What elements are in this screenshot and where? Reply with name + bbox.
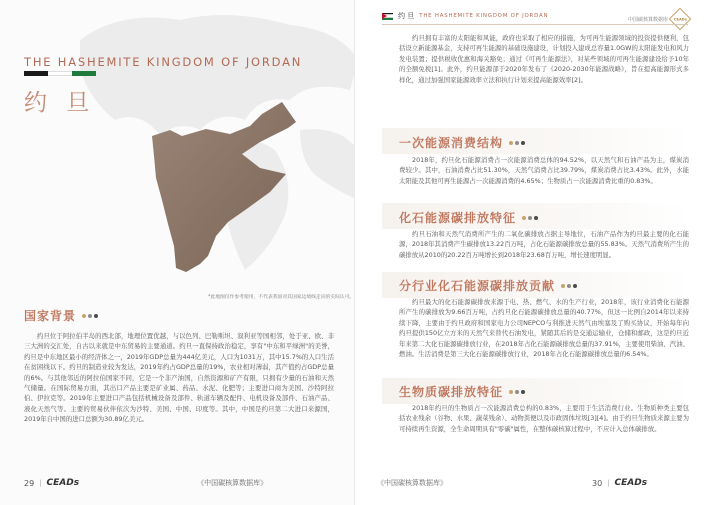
header-country-chinese: 约 旦 bbox=[398, 12, 415, 20]
ceads-badge-icon: CEADs bbox=[669, 8, 692, 31]
country-title-chinese: 约 旦 bbox=[24, 90, 96, 116]
country-title-english: THE HASHEMITE KINGDOM OF JORDAN bbox=[24, 55, 303, 69]
left-footer: 29 | CEADs 《中国碳核算数据库》 bbox=[24, 478, 268, 488]
page-number: 30 bbox=[592, 478, 603, 488]
jordan-map-icon bbox=[110, 96, 310, 286]
background-paragraph: 约旦位于阿拉伯半岛的西北部，地理位置优越，与以色列、巴勒斯坦、叙利亚等国相邻，处于亚、欧、非三大洲的交汇处，自古以来就是中东贸易的主要通道。约旦一直保持政治稳定，享有"中东和平绿洲"的美誉，约旦是中东地区最小的经济体之一，2019年GDP总量为444亿美元，人口为1031万，其中15.7%的人口生活在贫困线以下。约旦的制造业较为发达，2019年约占GDP总量的19%，农业相对薄弱，其产值约占GDP总量的6%。与其他邻近的阿拉伯国家不同，它是一个非产油国，自然资源和矿产有限，只拥有少量的石油和天然气储量。在国际贸易方面，其出口产品主要是矿业属、药品、水泥、化肥等；主要进口商为美国、沙特阿拉伯、伊拉克等。2019年主要进口产品包括机械设备及部件、轨道车辆及配件、电机设备及部件、石油产品、液化天然气等。主要的贸易伙伴依次为沙特、美国、中国、印度等。其中，中国是约旦第二大进口来源国，2019年自中国的进口总额为30.89亿美元。 bbox=[24, 332, 334, 424]
section-header-primary-energy bbox=[399, 134, 525, 151]
section-header-sector-emissions bbox=[399, 277, 577, 294]
section-title: 生物质碳排放特征 bbox=[399, 385, 504, 399]
ceads-logo: CEADs bbox=[614, 478, 648, 488]
intro-paragraph: 约旦拥有丰富的太阳能和风能，政府也采取了相应的措施，为可再生能源领域的投资提供便利，包括设立新能源基金，支持可再生能源的基础设施建设，计划投入建成总容量1.0GW的太阳能发电和风力发电装置；提供税收优惠和海关豁免；通过《可再生能源法》，对某些领域的可再生能源建设给予10年的全额免税[1]。此外，约旦能源部于2020年发布了《2020-2030年能源战略》，旨在提高能源形式多样化，通过加强国家能源效率立法和执行计划来提高能源效率[2]。 bbox=[399, 34, 689, 84]
header-rule bbox=[382, 24, 688, 25]
map-disclaimer: *此地图仅作参考使用，不代表我国对其国家边境线走向的实际认可。 bbox=[208, 295, 355, 300]
section-title: 一次能源消费结构 bbox=[399, 136, 504, 150]
section-header-background bbox=[24, 307, 98, 324]
section-header-biomass bbox=[399, 383, 525, 400]
header-country-english: THE HASHEMITE KINGDOM OF JORDAN bbox=[419, 13, 549, 19]
page-number: 29 bbox=[24, 478, 35, 488]
section-title: 分行业化石能源碳排放贡献 bbox=[399, 279, 556, 293]
jordan-flag-icon bbox=[382, 13, 393, 20]
section-text: 约旦石油和天然气消费所产生的二氧化碳排放占据主导地位，石油产品作为约旦最主要的化石能源，2018年其消费产生碳排放13.22百万吨，占化石能源碳排放总量的55.83%。天然气消费所产生的碳排放从2010的20.22百万吨增长到2018年23.68百万吨，增长速度明显。 bbox=[399, 230, 689, 259]
section-title: 国家背景 bbox=[24, 309, 77, 323]
decorative-dots-icon bbox=[561, 284, 577, 288]
right-page bbox=[355, 0, 710, 505]
footer-publication-title: 《中国碳核算数据库》 bbox=[197, 479, 268, 487]
section-text: 2018年，约旦化石能源消费占一次能源消费总体的94.52%，以天然气和石油产品为主，煤炭消费较少。其中，石油消费占比51.30%，天然气消费占比39.79%，煤炭消费占比3.43%。此外，水能太阳能及其他可再生能源占一次能源消费的4.65%；生物质占一次能源消费比重的0.83%。 bbox=[399, 156, 689, 185]
decorative-dots-icon bbox=[82, 314, 98, 318]
section-title: 化石能源碳排放特征 bbox=[399, 211, 517, 225]
footer-publication-title: 《中国碳核算数据库》 bbox=[377, 479, 447, 487]
section-header-fossil-emissions bbox=[399, 209, 538, 226]
decorative-dots-icon bbox=[509, 141, 525, 145]
decorative-dots-icon bbox=[522, 216, 538, 220]
section-text: 约旦最大的化石能源碳排放来源于电、热、燃气、水的生产行业，2018年，该行业消费化石能源所产生的碳排放为9.66百万吨，占约旦化石能源碳排放总量的40.77%，但这一比例自2014年以来持续下降，主要由于约旦政府和国家电力公司NEPCO与利推进天然气由埃塞及了购买协议，开始每年向约旦提供150亿立方米的天然气来替代石油发电，紧随其后的是交通运输业，仓储和邮政，这是约旦近年来第二大化石能源碳排放行业，在2018年占化石能源碳排放总量的37.91%，主要使用柴油、汽油、燃油。生活消费是第三大化石能源碳排放行业，2018年占化石能源碳排放总量的6.54%。 bbox=[399, 298, 689, 359]
header-publication: 中国碳核算数据库 bbox=[627, 16, 668, 23]
right-footer: 《中国碳核算数据库》 30 | CEADs bbox=[377, 478, 648, 488]
running-header bbox=[382, 11, 548, 21]
jordan-flag-stripe bbox=[24, 71, 96, 76]
section-text: 2018年约旦的生物质占一次能源消费总构的0.83%，主要用于生活消费行业。生物质种类主要包括农业残余（谷物、水果、蔬菜残余）、动物粪便以及市政固体垃圾[3][4]。由于约旦生物质来源主要为可持续再生资源，全生命周期具有"零碳"属性，在整体碳核算过程中，不应计入总体碳排放。 bbox=[399, 404, 689, 433]
ceads-logo: CEADs bbox=[46, 478, 80, 488]
decorative-dots-icon bbox=[509, 390, 525, 394]
